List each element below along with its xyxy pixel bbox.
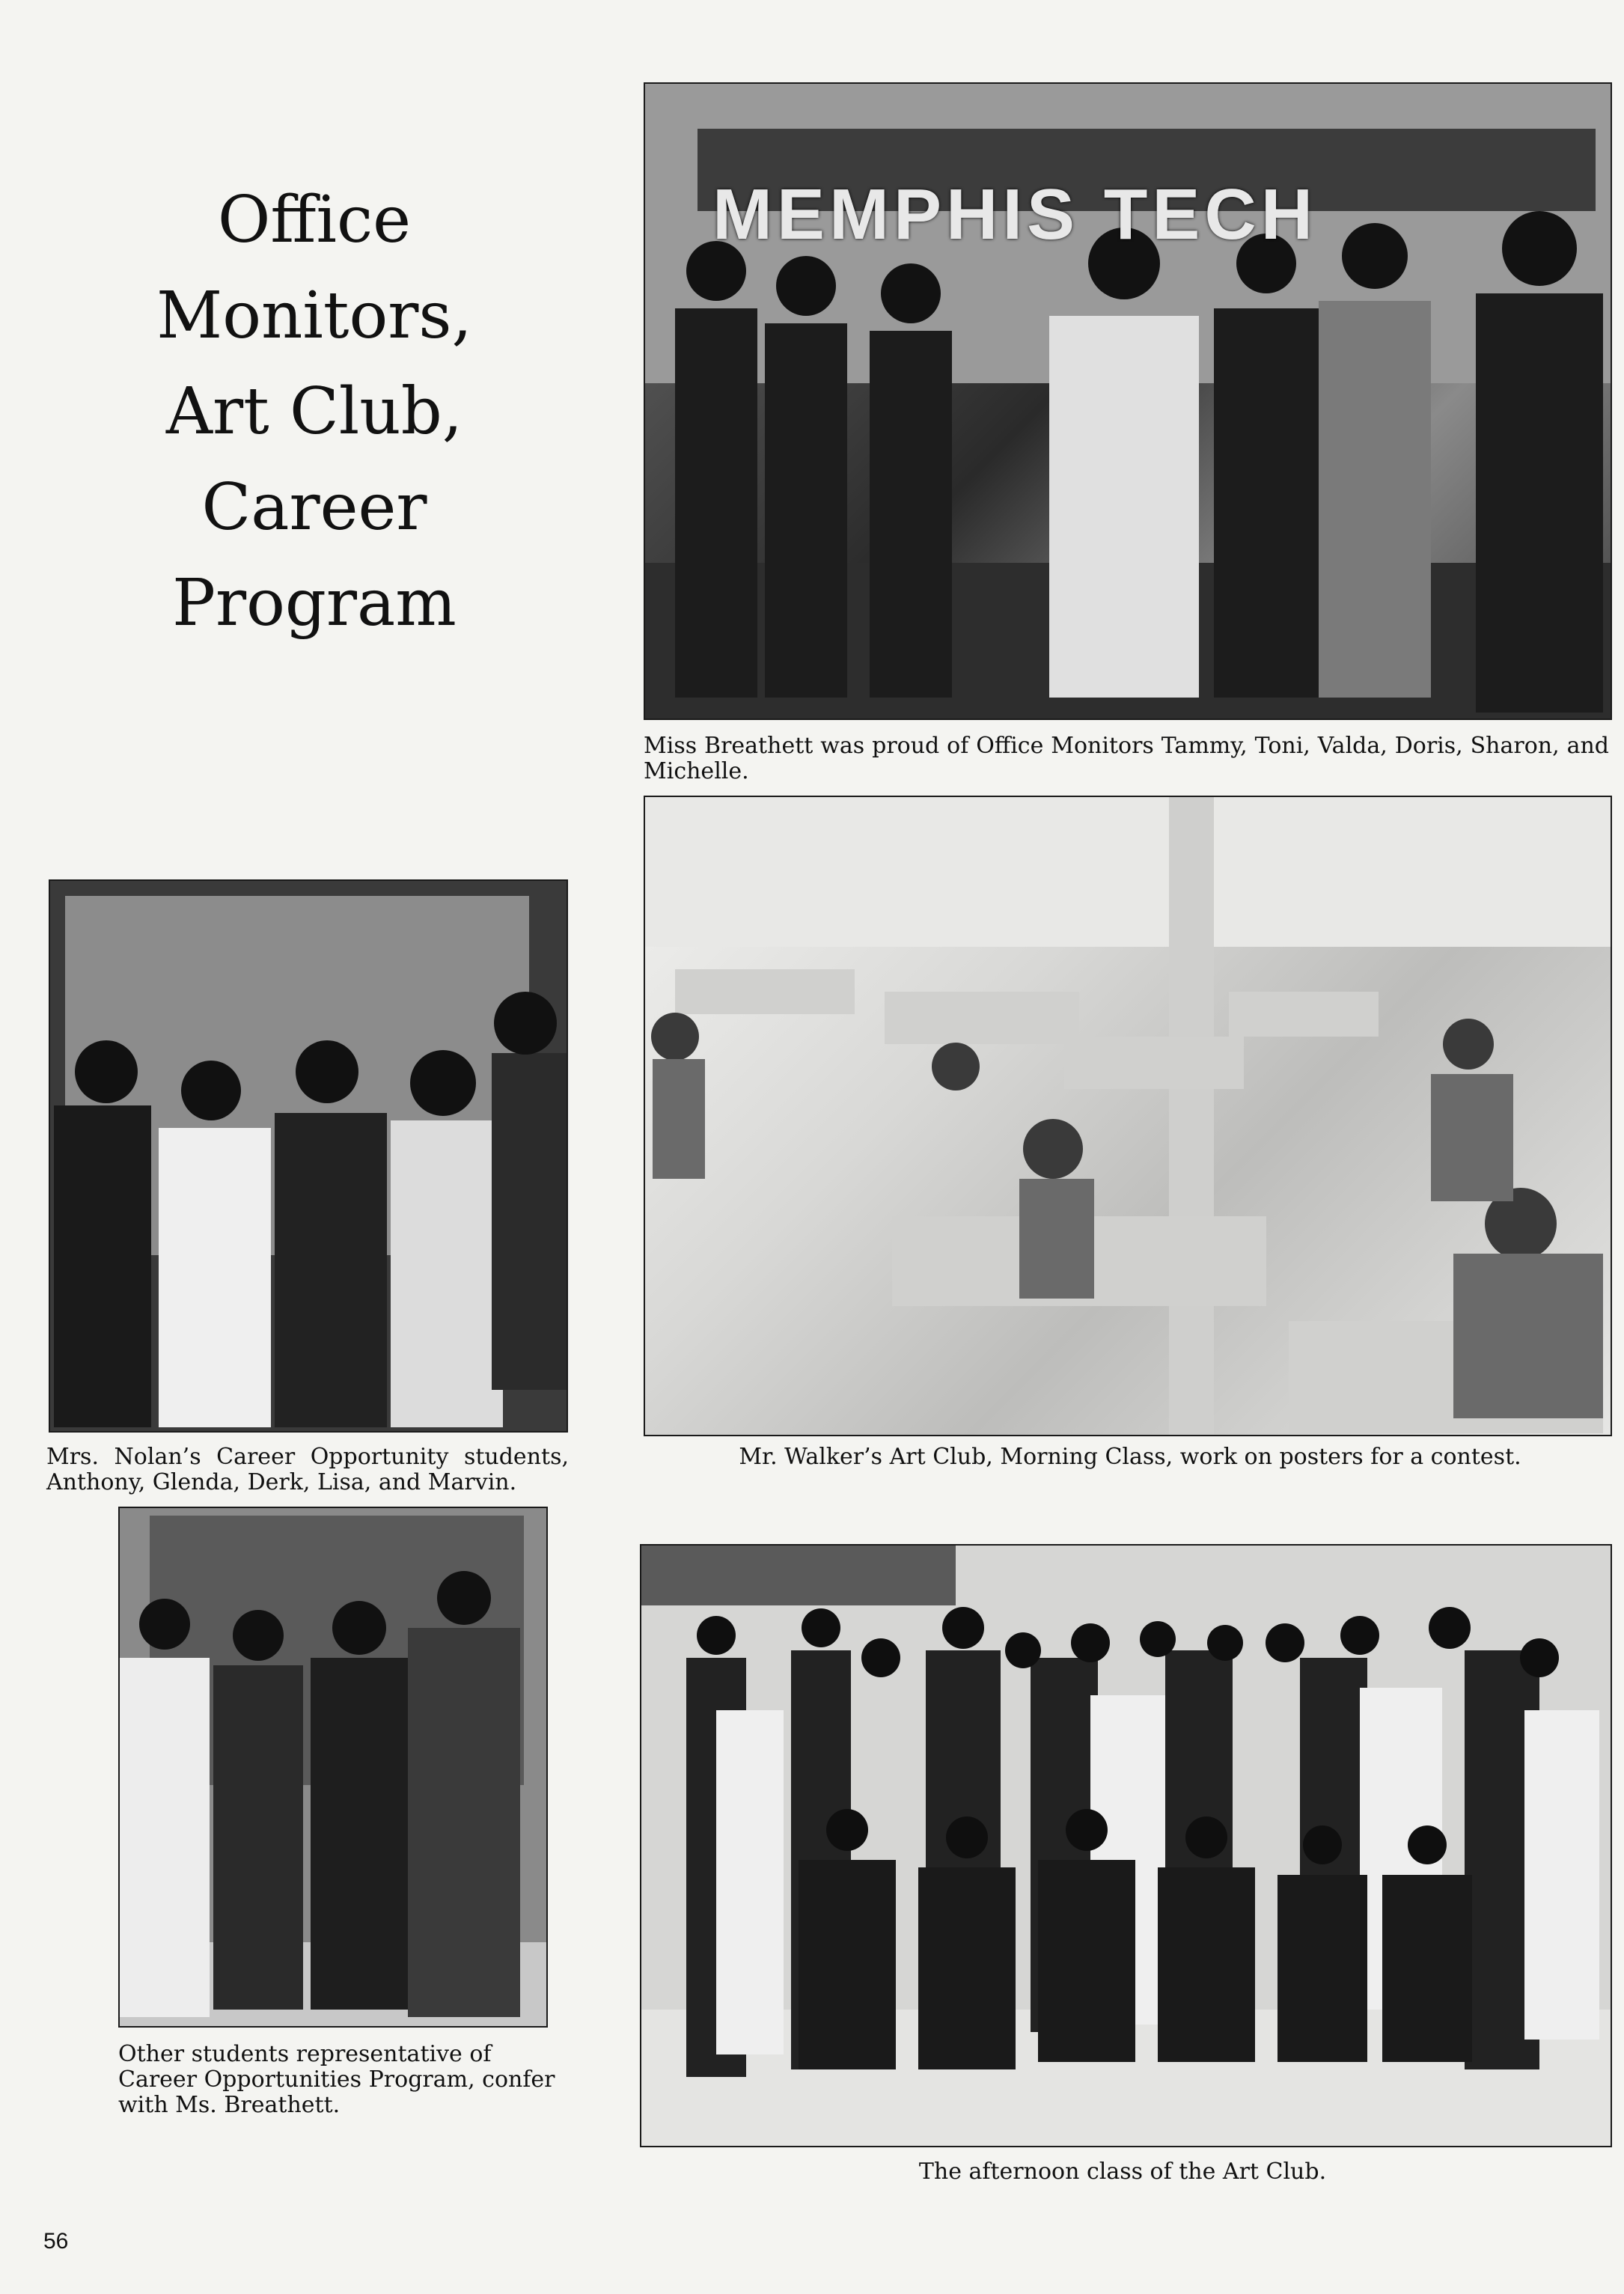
caption-office-monitors: Miss Breathett was proud of Office Monitors Tammy, Toni, Valda, Doris, Sharon, and Michelle. bbox=[644, 733, 1609, 784]
photo-career-students bbox=[49, 879, 568, 1433]
caption-career-students: Mrs. Nolan’s Career Opportunity students, Anthony, Glenda, Derk, Lisa, and Marvin. bbox=[46, 1444, 569, 1495]
title-line: Monitors, bbox=[156, 278, 472, 353]
page-title bbox=[112, 172, 516, 651]
page-number: 56 bbox=[43, 2229, 69, 2254]
caption-art-morning: Mr. Walker’s Art Club, Morning Class, work on posters for a contest. bbox=[739, 1444, 1521, 1470]
caption-career-others: Other students representative of Career Opportunities Program, confer with Ms. Breathett. bbox=[118, 2041, 555, 2118]
title-line: Office bbox=[217, 183, 412, 257]
photo-career-students-figures bbox=[50, 881, 567, 1431]
photo-art-afternoon-figures bbox=[641, 1546, 1611, 2146]
photo-career-others bbox=[118, 1507, 548, 2028]
caption-art-afternoon: The afternoon class of the Art Club. bbox=[918, 2159, 1327, 2185]
title-line: Program bbox=[172, 566, 457, 641]
photo-art-morning-figures bbox=[645, 797, 1611, 1435]
title-line: Career bbox=[201, 470, 427, 545]
photo-art-afternoon bbox=[640, 1544, 1612, 2147]
photo-sign-text: MEMPHIS TECH bbox=[712, 174, 1318, 254]
photo-office-monitors bbox=[644, 82, 1612, 720]
title-line: Art Club, bbox=[165, 374, 463, 449]
photo-art-morning bbox=[644, 796, 1612, 1436]
photo-career-others-figures bbox=[120, 1508, 546, 2026]
